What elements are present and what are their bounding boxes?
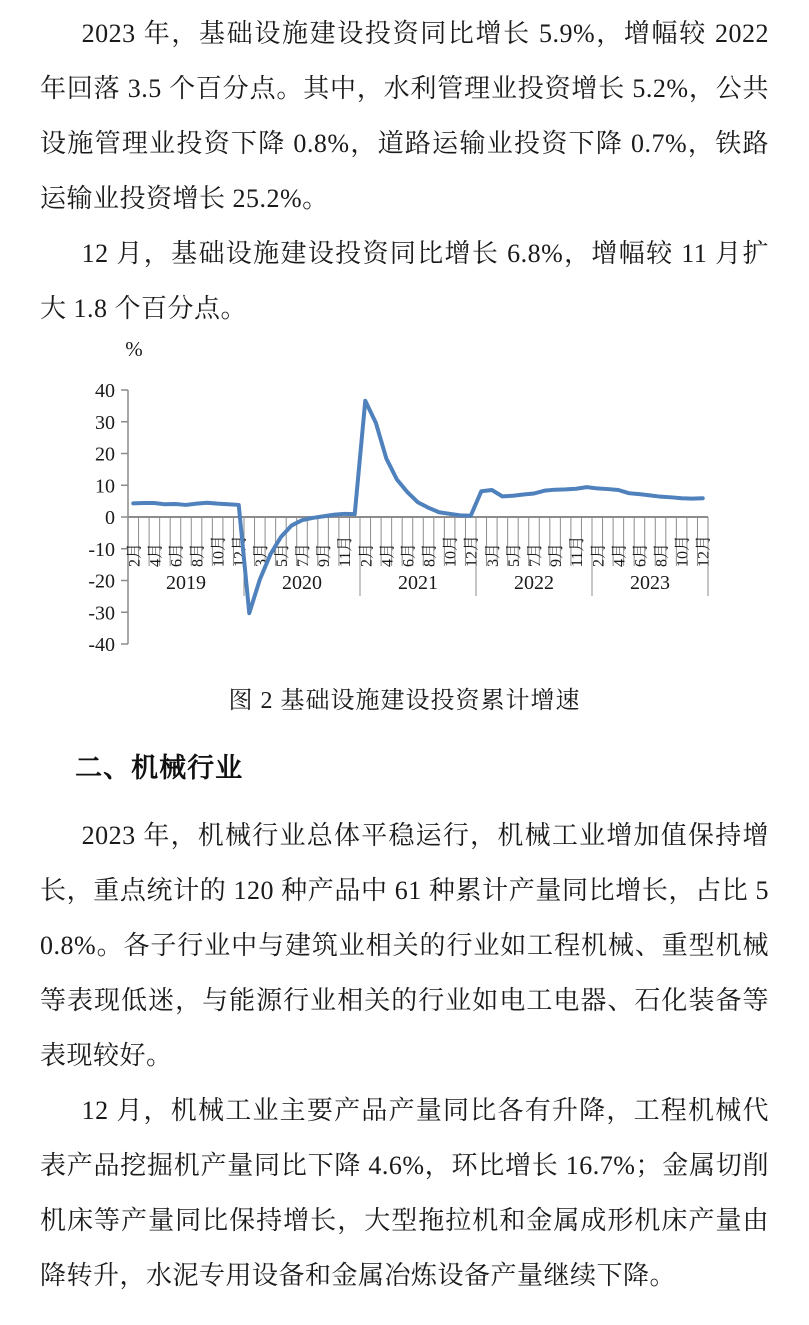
y-tick-label: -20: [88, 570, 115, 593]
machinery-paragraph-1: 2023 年，机械行业总体平稳运行，机械工业增加值保持增长，重点统计的 120 种产品中 61 种累计产量同比增长，占比 50.8%。各子行业中与建筑业相关的行业如工程机械、重型机械等表现低迷，与能源行业相关的行业如电工电器、石化装备等表现较好。: [40, 821, 769, 1070]
x-tick-label: 8月: [653, 542, 671, 567]
x-axis-year-label: 2022: [514, 572, 554, 594]
y-tick-label: -30: [88, 602, 115, 625]
x-tick-label: 6月: [632, 542, 650, 567]
x-tick-label: 8月: [189, 542, 207, 567]
x-tick-label: 8月: [421, 542, 439, 567]
x-tick-label: 5月: [273, 542, 291, 567]
x-axis-year-label: 2023: [630, 572, 670, 594]
x-tick-label: 6月: [400, 542, 418, 567]
x-tick-label: 7月: [527, 542, 544, 567]
y-tick-label: 20: [95, 443, 115, 466]
y-axis-unit-label: %: [125, 338, 143, 361]
x-tick-label: 3月: [484, 542, 502, 567]
x-tick-label: 5月: [505, 542, 523, 567]
y-tick-label: 0: [105, 507, 115, 529]
figure-2: [40, 338, 769, 718]
x-tick-label: 4月: [379, 542, 397, 567]
y-tick-label: -40: [88, 634, 115, 656]
figure-2-chart: [80, 338, 740, 668]
x-tick-label: 10月: [210, 534, 228, 567]
x-tick-label: 11月: [569, 535, 587, 567]
chart-svg: [80, 338, 740, 668]
y-tick-label: 30: [95, 411, 115, 434]
x-tick-label: 4月: [611, 542, 629, 567]
y-tick-label: 10: [95, 475, 115, 498]
x-axis-year-label: 2020: [282, 572, 322, 594]
x-tick-label: 12月: [463, 534, 481, 567]
y-tick-label: 40: [95, 380, 115, 402]
x-tick-label: 2月: [126, 542, 144, 567]
x-tick-label: 9月: [316, 542, 334, 567]
x-tick-label: 10月: [442, 534, 460, 567]
x-axis-year-label: 2021: [398, 572, 438, 594]
machinery-paragraph-2: 12 月，机械工业主要产品产量同比各有升降，工程机械代表产品挖掘机产量同比下降 4.6%，环比增长 16.7%；金属切削机床等产量同比保持增长，大型拖拉机和金属成形机床产量由降转升，水泥专用设备和金属冶炼设备产量继续下降。: [40, 1096, 769, 1290]
intro-paragraph-2: 12 月，基础设施建设投资同比增长 6.8%，增幅较 11 月扩大 1.8 个百分点。: [40, 239, 769, 323]
section-heading-machinery: 二、机械行业: [75, 753, 244, 783]
intro-paragraph-1: 2023 年，基础设施建设投资同比增长 5.9%，增幅较 2022 年回落 3.5 个百分点。其中，水利管理业投资增长 5.2%，公共设施管理业投资下降 0.8%，道路运输业投资下降 0.7%，铁路运输业投资增长 25.2%。: [40, 19, 769, 213]
x-tick-label: 9月: [548, 542, 566, 567]
x-tick-label: 12月: [695, 534, 713, 567]
x-tick-label: 3月: [252, 542, 270, 567]
figure-2-caption: 图 2 基础设施建设投资累计增速: [228, 688, 581, 714]
x-tick-label: 11月: [337, 535, 355, 567]
x-tick-label: 2月: [590, 542, 608, 567]
x-tick-label: 12月: [231, 534, 249, 567]
x-tick-label: 7月: [295, 542, 312, 567]
y-tick-label: -10: [88, 538, 115, 561]
x-tick-label: 4月: [147, 542, 165, 567]
x-tick-label: 6月: [168, 542, 186, 567]
x-tick-label: 10月: [674, 534, 692, 567]
x-tick-label: 2月: [358, 542, 376, 567]
x-axis-year-label: 2019: [166, 572, 206, 594]
